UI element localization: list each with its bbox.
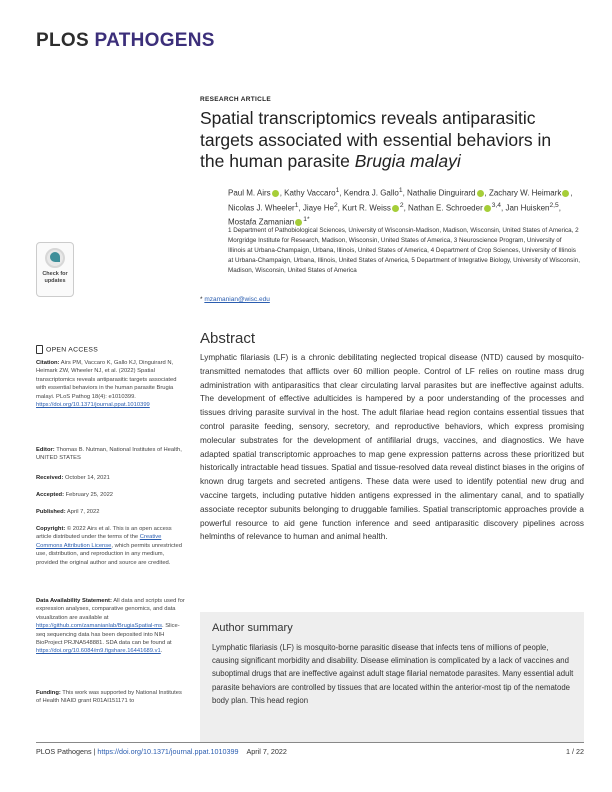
github-link[interactable]: https://github.com/zamanianlab/BrugiaSpatial-ms (36, 623, 162, 630)
author-summary-text: Lymphatic filariasis (LF) is mosquito-borne parasitic disease that infects tens of millions of people, causing significant morbidity and disability. Disease elimination is complicated by a lack of vaccines and suboptimal drugs that are ineffective against adult stage filarial nematode parasites. Many essential adult parasite behaviors are controlled by tissues that are located within the anterior-most tip of the nematode body plan. This head region (212, 643, 574, 705)
editor-block: Editor: Thomas B. Nutman, National Institutes of Health, UNITED STATES (36, 447, 182, 462)
footer-citation: PLOS Pathogens | https://doi.org/10.1371/journal.ppat.1010399 April 7, 2022 (36, 747, 287, 756)
accepted-date: Accepted: February 25, 2022 (36, 492, 114, 498)
affiliations: 1 Department of Pathobiological Sciences, University of Wisconsin-Madison, Madison, Wisconsin, United States of America, 2 Morgridge Institute for Research, Madison, Wisconsin, United States of America, 3 Neuroscience Program, University of Illinois at Urbana-Champaign, Urbana, Illinois, United States of America, 4 Department of Crop Sciences, University of Illinois at Urbana-Champaign, Urbana, Illinois, United States of America, 5 Department of Integrative Biology, University of Wisconsin, Madison, Wisconsin, United States of America (228, 227, 580, 274)
orcid-icon[interactable] (562, 190, 569, 197)
article-type: RESEARCH ARTICLE (200, 96, 272, 103)
check-for-updates-badge[interactable] (36, 242, 74, 297)
citation-doi-link[interactable]: https://doi.org/10.1371/journal.ppat.1010399 (36, 402, 150, 409)
license-link[interactable]: Creative Commons Attribution License (36, 534, 162, 549)
orcid-icon[interactable] (272, 190, 279, 197)
citation-block: Citation: Airs PM, Vaccaro K, Gallo KJ, Dinguirard N, Heimark ZW, Wheeler NJ, et al. (2022) Spatial transcriptomics reveals antiparasitic targets associated with essential behaviors in the human parasite Brugia malayi. PLoS Pathog 18(4): e1010399. https://doi.org/10.1371/journal.ppat.1010399 (36, 360, 177, 409)
crossmark-flag-icon (50, 252, 60, 262)
corresponding-email: * mzamanian@wisc.edu (200, 296, 270, 303)
abstract-text: Lymphatic filariasis (LF) is a chronic debilitating neglected tropical disease (NTD) caused by mosquito-transmitted nematodes that afflicts over 60 million people. Control of LF relies on routine mass drug administration with antiparasitics that clear circulating larval parasites but are ineffective against adults. The development of effective adulticides is hampered by a poor understanding of the processes and tissues driving parasite survival in the host. The adult filariae head region contains essential tissues that control parasite feeding, sensory, secretory, and reproductive behaviors, which express promising molecular substrates for the development of antifilarial drugs, vaccines, and diagnostics. We have adapted spatial transcriptomic approaches to map gene expression patterns across these prioritized but historically intractable head tissues. Spatial and tissue-resolved data reveal distinct biases in the origins of known drug targets and secreted antigens. These data were used to identify potential new drug and vaccine targets, including putative hidden antigens expressed in the alimentary canal, and to spatially associate receptor subunits belonging to druggable families. Spatial transcriptomic approaches provide a powerful resource to aid gene function inference and seed antiparasitic discovery pipelines across helminths of relevance to human and animal health. (200, 353, 584, 542)
received-date: Received: October 14, 2021 (36, 475, 110, 481)
author-summary-heading: Author summary (212, 622, 293, 634)
funding-block: Funding: This work was supported by National Institutes of Health NIAID grant R01AI151171 to (36, 690, 182, 705)
published-date: Published: April 7, 2022 (36, 509, 100, 515)
open-lock-icon (36, 345, 43, 354)
orcid-icon[interactable] (484, 205, 491, 212)
data-availability-block: Data Availability Statement: All data and scripts used for expression analyses, comparative genomics, and data visualization are available at https://github.com/zamanianlab/BrugiaSpatial-ms. Slice-seq sequencing data has been deposited into NIH BioProject PRJNA548881. SDA data can be found at https://doi.org/10.6084/m9.figshare.16441689.v1. (36, 598, 185, 655)
orcid-icon[interactable] (392, 205, 399, 212)
crossmark-line1: Check for (42, 271, 68, 277)
open-access-label: OPEN ACCESS (36, 345, 98, 354)
footer-doi-link[interactable]: https://doi.org/10.1371/journal.ppat.1010399 (97, 747, 239, 756)
figshare-link[interactable]: https://doi.org/10.6084/m9.figshare.16441689.v1 (36, 648, 161, 655)
copyright-block: Copyright: © 2022 Airs et al. This is an open access article distributed under the terms of the Creative Commons Attribution License, which permits unrestricted use, distribution, and reproduction in any medium, provided the original author and source are credited. (36, 526, 182, 566)
abstract-heading: Abstract (200, 330, 256, 347)
article-title: Spatial transcriptomics reveals antiparasitic targets associated with essential behaviors in the human parasite Brugia malayi (200, 108, 552, 171)
author-list: Paul M. Airs , Kathy Vaccaro$^1$, Kendra J. Gallo$^1$, Nathalie Dinguirard , Zachary W. Heimark , Nicolas J. Wheeler$^1$, Jiaye He$^2$, Kurt R. Weiss $^2$, Nathan E. Schroeder $^{3,4}$, Jan Huisken$^{2,5}$, Mostafa Zamanian $^{1*}$ (228, 187, 573, 227)
email-link[interactable]: mzamanian@wisc.edu (204, 296, 270, 303)
footer-divider (36, 742, 584, 743)
crossmark-line2: updates (44, 278, 66, 284)
journal-logo: PLOS PATHOGENS (36, 30, 215, 51)
footer-date: April 7, 2022 (246, 747, 287, 756)
orcid-icon[interactable] (477, 190, 484, 197)
page-number: 1 / 22 (566, 747, 584, 756)
